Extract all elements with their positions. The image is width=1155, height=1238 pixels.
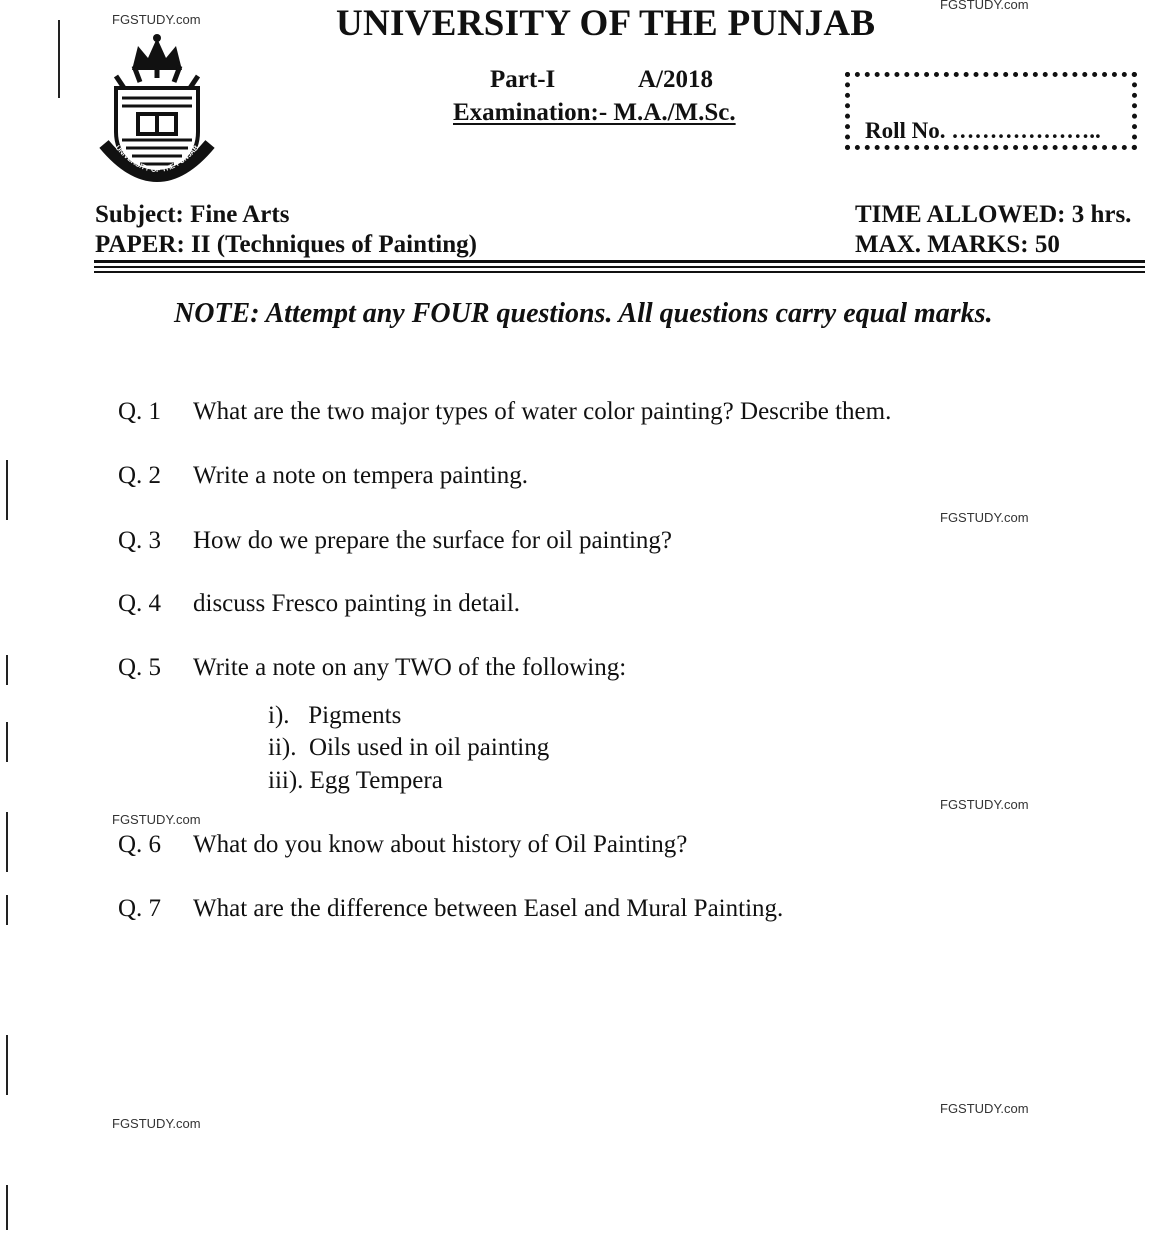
paper-label: PAPER: II (Techniques of Painting) bbox=[95, 231, 477, 258]
watermark-text: FGSTUDY.com bbox=[940, 797, 1029, 812]
max-marks-label: MAX. MARKS: 50 bbox=[855, 231, 1060, 258]
watermark-text: FGSTUDY.com bbox=[940, 510, 1029, 525]
examination-label: Examination:- M.A./M.Sc. bbox=[453, 99, 736, 126]
question-number: Q. 4 bbox=[118, 590, 162, 617]
scan-artifact bbox=[6, 1035, 8, 1095]
exam-note: NOTE: Attempt any FOUR questions. All questions carry equal marks. bbox=[174, 298, 993, 329]
question-number: Q. 5 bbox=[118, 654, 162, 681]
subject-label: Subject: Fine Arts bbox=[95, 201, 290, 228]
watermark-text: FGSTUDY.com bbox=[112, 812, 201, 827]
question-item bbox=[118, 590, 520, 618]
question-number: Q. 6 bbox=[118, 831, 162, 858]
question-item bbox=[118, 398, 891, 426]
question-text: Write a note on tempera painting. bbox=[193, 462, 528, 489]
scan-artifact bbox=[6, 655, 8, 685]
session-label: A/2018 bbox=[638, 66, 713, 93]
question-text: discuss Fresco painting in detail. bbox=[193, 590, 521, 617]
subitem-oils: ii). Oils used in oil painting bbox=[268, 734, 550, 761]
crest-ribbon-text: UNIVERSITY OF THE PUNJAB bbox=[113, 144, 201, 175]
question-item bbox=[118, 654, 626, 682]
question-number: Q. 2 bbox=[118, 462, 162, 489]
subitem-egg-tempera: iii). Egg Tempera bbox=[268, 767, 443, 794]
question-text: What are the two major types of water color painting? Describe them. bbox=[193, 398, 892, 425]
university-title: UNIVERSITY OF THE PUNJAB bbox=[336, 3, 876, 44]
header-divider bbox=[94, 271, 1145, 273]
question-item bbox=[118, 462, 528, 490]
roll-number-field: Roll No. ……………….. bbox=[865, 118, 1101, 143]
watermark-text: FGSTUDY.com bbox=[112, 12, 201, 27]
scan-artifact bbox=[58, 20, 60, 98]
header-divider bbox=[94, 260, 1145, 263]
question-item bbox=[118, 895, 783, 923]
question-number: Q. 7 bbox=[118, 895, 162, 922]
time-allowed-label: TIME ALLOWED: 3 hrs. bbox=[855, 201, 1132, 228]
scan-artifact bbox=[6, 722, 8, 762]
question-text: How do we prepare the surface for oil painting? bbox=[193, 527, 672, 554]
question-item bbox=[118, 527, 672, 555]
watermark-text: FGSTUDY.com bbox=[112, 1116, 201, 1131]
watermark-text: FGSTUDY.com bbox=[940, 1101, 1029, 1116]
scan-artifact bbox=[6, 895, 8, 925]
scan-artifact bbox=[6, 812, 8, 872]
watermark-text: FGSTUDY.com bbox=[940, 0, 1029, 12]
question-number: Q. 3 bbox=[118, 527, 162, 554]
scan-artifact bbox=[6, 460, 8, 520]
question-number: Q. 1 bbox=[118, 398, 162, 425]
question-item bbox=[118, 831, 687, 859]
university-crest-logo bbox=[98, 32, 216, 192]
scan-artifact bbox=[6, 1185, 8, 1230]
subitem-pigments: i). Pigments bbox=[268, 702, 402, 729]
question-text: What do you know about history of Oil Painting? bbox=[193, 831, 688, 858]
part-label: Part-I bbox=[490, 66, 556, 93]
question-text: What are the difference between Easel and Mural Painting. bbox=[193, 895, 784, 922]
header-divider bbox=[94, 266, 1145, 268]
question-text: Write a note on any TWO of the following: bbox=[193, 654, 627, 681]
